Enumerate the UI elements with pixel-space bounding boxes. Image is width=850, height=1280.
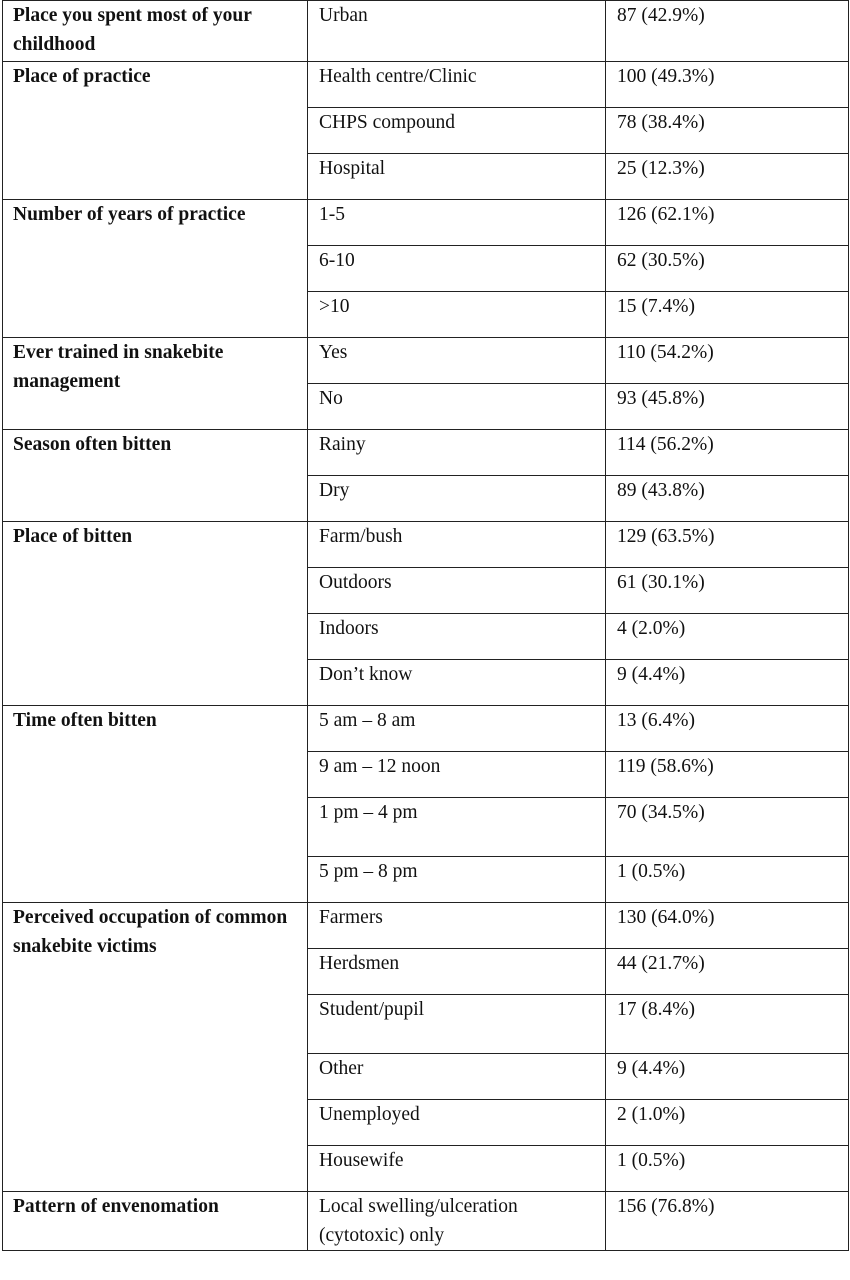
value-cell: 119 (58.6%) <box>606 752 849 798</box>
category-cell: Urban <box>308 1 606 62</box>
value-cell: 62 (30.5%) <box>606 246 849 292</box>
variable-cell: Perceived occupation of common snakebite victims <box>3 903 308 1192</box>
value-cell: 87 (42.9%) <box>606 1 849 62</box>
variable-cell: Ever trained in snakebite management <box>3 338 308 430</box>
value-cell: 17 (8.4%) <box>606 995 849 1054</box>
value-cell: 44 (21.7%) <box>606 949 849 995</box>
value-cell: 156 (76.8%) <box>606 1192 849 1251</box>
data-table <box>2 0 849 1251</box>
category-cell: Farmers <box>308 903 606 949</box>
table-row <box>3 522 849 568</box>
value-cell: 4 (2.0%) <box>606 614 849 660</box>
value-cell: 70 (34.5%) <box>606 798 849 857</box>
category-cell: 5 am – 8 am <box>308 706 606 752</box>
category-cell: CHPS compound <box>308 108 606 154</box>
value-cell: 93 (45.8%) <box>606 384 849 430</box>
value-cell: 25 (12.3%) <box>606 154 849 200</box>
table-row <box>3 62 849 108</box>
table-row <box>3 200 849 246</box>
value-cell: 9 (4.4%) <box>606 1054 849 1100</box>
value-cell: 129 (63.5%) <box>606 522 849 568</box>
value-cell: 130 (64.0%) <box>606 903 849 949</box>
table-body <box>3 1 849 1251</box>
value-cell: 114 (56.2%) <box>606 430 849 476</box>
value-cell: 61 (30.1%) <box>606 568 849 614</box>
category-cell: Housewife <box>308 1146 606 1192</box>
table-row <box>3 903 849 949</box>
table-row <box>3 706 849 752</box>
category-cell: Local swelling/ulceration (cytotoxic) only <box>308 1192 606 1251</box>
category-cell: No <box>308 384 606 430</box>
variable-cell: Place of practice <box>3 62 308 200</box>
category-cell: Hospital <box>308 154 606 200</box>
value-cell: 126 (62.1%) <box>606 200 849 246</box>
category-cell: Outdoors <box>308 568 606 614</box>
value-cell: 110 (54.2%) <box>606 338 849 384</box>
variable-cell: Place you spent most of your childhood <box>3 1 308 62</box>
category-cell: 6-10 <box>308 246 606 292</box>
table-row <box>3 338 849 384</box>
variable-cell: Time often bitten <box>3 706 308 903</box>
category-cell: Unemployed <box>308 1100 606 1146</box>
category-cell: Indoors <box>308 614 606 660</box>
category-cell: 1-5 <box>308 200 606 246</box>
value-cell: 9 (4.4%) <box>606 660 849 706</box>
category-cell: Farm/bush <box>308 522 606 568</box>
category-cell: Health centre/Clinic <box>308 62 606 108</box>
category-cell: Rainy <box>308 430 606 476</box>
category-cell: Student/pupil <box>308 995 606 1054</box>
category-cell: Don’t know <box>308 660 606 706</box>
value-cell: 100 (49.3%) <box>606 62 849 108</box>
category-cell: 9 am – 12 noon <box>308 752 606 798</box>
value-cell: 89 (43.8%) <box>606 476 849 522</box>
variable-cell: Pattern of envenomation <box>3 1192 308 1251</box>
table-row <box>3 1 849 62</box>
value-cell: 78 (38.4%) <box>606 108 849 154</box>
value-cell: 1 (0.5%) <box>606 1146 849 1192</box>
value-cell: 13 (6.4%) <box>606 706 849 752</box>
category-cell: 5 pm – 8 pm <box>308 857 606 903</box>
variable-cell: Place of bitten <box>3 522 308 706</box>
category-cell: Dry <box>308 476 606 522</box>
table-row <box>3 1192 849 1251</box>
value-cell: 15 (7.4%) <box>606 292 849 338</box>
category-cell: Other <box>308 1054 606 1100</box>
value-cell: 1 (0.5%) <box>606 857 849 903</box>
value-cell: 2 (1.0%) <box>606 1100 849 1146</box>
category-cell: >10 <box>308 292 606 338</box>
variable-cell: Season often bitten <box>3 430 308 522</box>
category-cell: Yes <box>308 338 606 384</box>
category-cell: 1 pm – 4 pm <box>308 798 606 857</box>
category-cell: Herdsmen <box>308 949 606 995</box>
table-row <box>3 430 849 476</box>
variable-cell: Number of years of practice <box>3 200 308 338</box>
